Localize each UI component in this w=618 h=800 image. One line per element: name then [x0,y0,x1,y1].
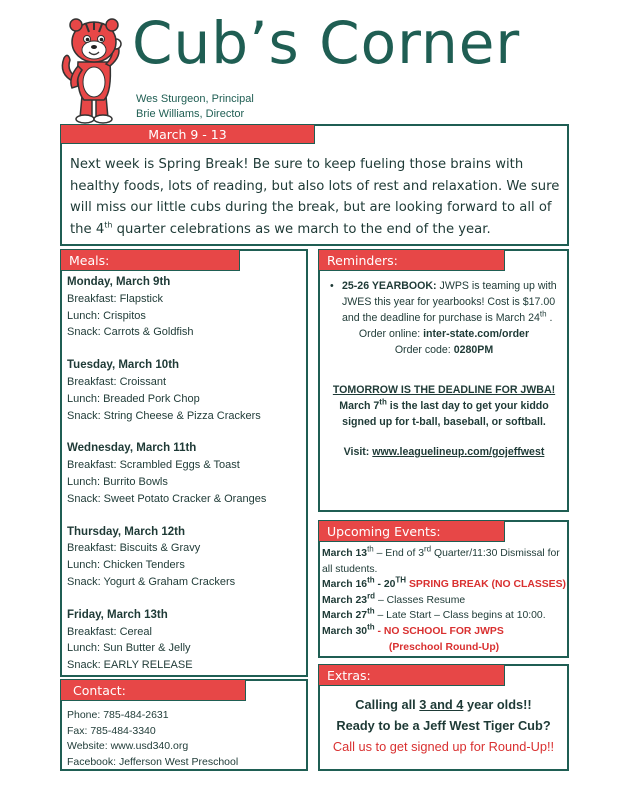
breakfast-item: Breakfast: Flapstick [67,292,163,305]
event-date: March 27 [322,610,368,622]
snack-item: Snack: Sweet Potato Cracker & Oranges [67,492,267,505]
breakfast-item: Breakfast: Biscuits & Gravy [67,542,201,555]
yearbook-sup: th [539,309,547,319]
yearbook-label: 25-26 YEARBOOK: [342,280,437,292]
order-online-link[interactable]: inter-state.com/order [423,328,530,340]
reminders-content [322,278,566,460]
intro-sup: th [104,220,113,230]
meal-day-wednesday [67,440,305,507]
event-highlight: - NO SCHOOL FOR JWPS [374,625,504,637]
contact-facebook: Facebook: Jefferson West Preschool [67,755,239,768]
director-name: Brie Williams, Director [136,108,245,120]
meal-day-title: Tuesday, March 10th [67,359,180,372]
event-item-note [322,640,566,656]
meal-day-thursday [67,524,305,591]
event-text: – Late Start – Class begins at 10:00. [374,610,546,622]
visit-line [322,444,566,460]
event-sup: rd [424,544,432,554]
event-text: – Classes Resume [375,594,466,606]
contact-heading: Contact: [60,679,246,701]
intro-text-part2: quarter celebrations as we march to the end of the year. [112,221,491,237]
meal-day-title: Wednesday, March 11th [67,442,197,455]
lunch-item: Lunch: Burrito Bowls [67,475,168,488]
event-date: March 23 [322,594,368,606]
event-date: March 30 [322,625,368,637]
event-sup: th [367,622,375,632]
event-date: - 20 [374,579,396,591]
yearbook-end: . [546,312,553,324]
events-list [322,546,566,655]
event-date: March 16 [322,579,368,591]
date-range-banner: March 9 - 13 [60,124,315,144]
snack-item: Snack: EARLY RELEASE [67,659,193,672]
breakfast-item: Breakfast: Scrambled Eggs & Toast [67,459,240,472]
contact-list [67,708,238,770]
intro-text [70,154,562,240]
snack-item: Snack: Yogurt & Graham Crackers [67,575,236,588]
order-code-value: 0280PM [453,344,494,356]
intro-text-part1: Next week is Spring Break! Be sure to keep fueling those brains with healthy foods, lots of reading, but also lots of rest and relaxation. We sure will miss our little cubs during the break, but are looking forward to all of the 4 [70,157,560,237]
event-sup: rd [367,591,376,601]
jwba-signup-text [322,398,566,430]
tiger-cub-mascot-icon [56,12,132,124]
event-text: Quarter/11:30 Dismissal for all students. [322,548,560,575]
meal-day-monday [67,274,305,341]
snack-item: Snack: Carrots & Goldfish [67,326,194,339]
jwba-text: is the last day to get your kiddo signed up for t-ball, baseball, or softball. [342,400,549,428]
league-lineup-link[interactable]: www.leaguelineup.com/gojeffwest [372,446,545,458]
event-highlight: (Preschool Round-Up) [388,641,500,653]
jwba-sup: th [379,397,387,407]
jwba-deadline: TOMORROW IS THE DEADLINE FOR JWBA! [332,384,556,396]
contact-phone: Phone: 785-484-2631 [67,709,169,721]
extras-content [318,694,569,757]
event-highlight: SPRING BREAK (NO CLASSES) [406,579,567,591]
events-heading: Upcoming Events: [318,520,505,542]
event-sup: th [367,544,374,554]
principal-name: Wes Sturgeon, Principal [136,93,254,105]
meals-list [67,274,305,690]
event-item [322,624,566,640]
lunch-item: Lunch: Crispitos [67,309,146,322]
extras-text: Calling all [355,697,420,712]
visit-label: Visit: [343,446,373,458]
extras-heading: Extras: [318,664,505,686]
event-sup: TH [395,575,407,585]
extras-line-1 [318,694,569,715]
yearbook-reminder [322,278,566,326]
event-item [322,608,566,624]
event-date: March 13 [322,548,368,559]
breakfast-item: Breakfast: Croissant [67,375,167,388]
reminders-heading: Reminders: [318,249,505,271]
extras-ages: 3 and 4 [419,697,464,712]
extras-line-3: Call us to get signed up for Round-Up!! [332,739,555,754]
event-item [322,577,566,593]
lunch-item: Lunch: Sun Butter & Jelly [67,642,191,655]
snack-item: Snack: String Cheese & Pizza Crackers [67,409,261,422]
meals-heading: Meals: [60,249,240,271]
contact-website: Website: www.usd340.org [67,740,189,752]
breakfast-item: Breakfast: Cereal [67,625,152,638]
page-title: Cub’s Corner [132,9,521,77]
event-item [322,546,566,577]
meal-day-title: Monday, March 9th [67,276,171,288]
lunch-item: Lunch: Breaded Pork Chop [67,392,200,405]
order-code-label: Order code: [394,344,454,356]
event-sup: th [367,575,375,585]
meal-day-title: Thursday, March 12th [67,525,186,538]
order-online-label: Order online: [358,328,424,340]
order-code [322,342,566,358]
extras-line-2: Ready to be a Jeff West Tiger Cub? [336,718,551,733]
meal-day-title: Friday, March 13th [67,608,168,621]
yearbook-text: JWPS is teaming up with JWES this year for yearbooks! Cost is $17.00 and the deadline for purchase is March 24 [342,280,557,324]
extras-text: year olds!! [463,697,532,712]
meal-day-friday [67,607,305,674]
order-online [322,326,566,342]
event-sup: th [367,606,375,616]
contact-fax: Fax: 785-484-3340 [67,724,156,737]
event-item [322,593,566,609]
meal-day-tuesday [67,357,305,424]
staff-list [136,92,254,122]
jwba-date: March 7 [339,400,380,412]
event-text: – End of 3 [373,548,424,559]
lunch-item: Lunch: Chicken Tenders [67,559,185,572]
